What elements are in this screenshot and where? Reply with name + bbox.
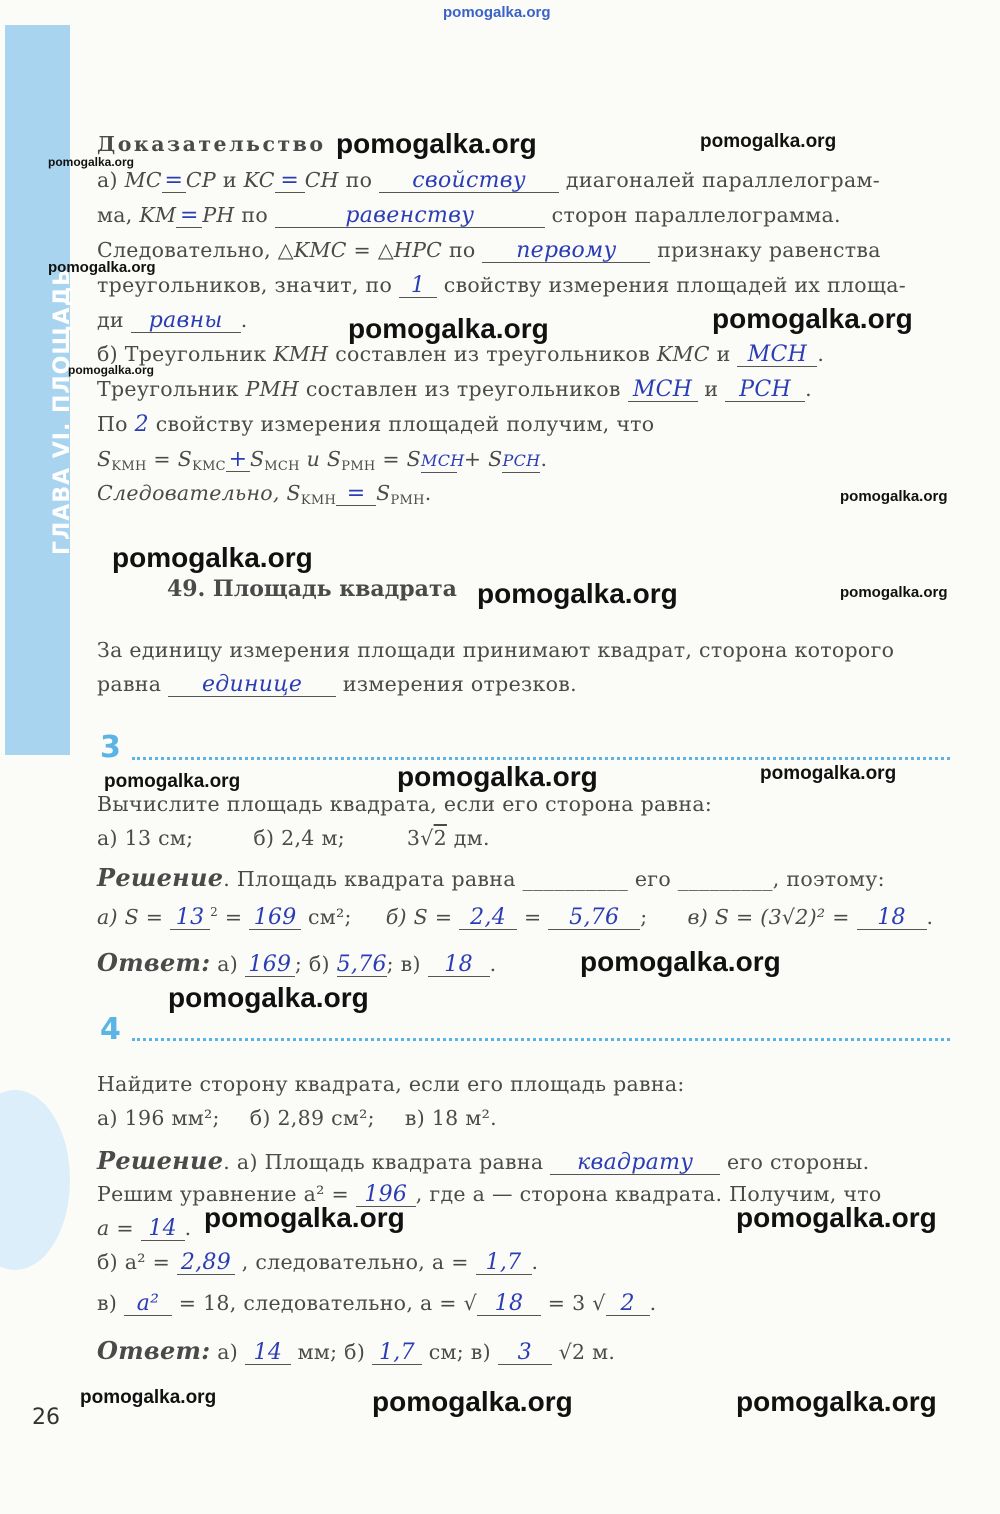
watermark: pomogalka.org (760, 763, 897, 784)
proof-line-a4: треугольников, значит, по 1 свойству измерения площадей их площа- (97, 273, 907, 298)
watermark: pomogalka.org (477, 578, 678, 609)
task3-calc: а) S = 13 $^2$ = 169 см²; б) S = 2,4 = 5,76 ; в) S = (3√2)² = 18 . (97, 905, 934, 930)
watermark: pomogalka.org (68, 363, 155, 377)
watermark: pomogalka.org (840, 488, 948, 505)
watermark: pomogalka.org (840, 584, 948, 601)
task4-solution-line4: б) a² = 2,89 , следовательно, a = 1,7 . (97, 1250, 539, 1275)
proof-line-b3: По 2 свойству измерения площадей получим, что (97, 412, 655, 437)
watermark: pomogalka.org (204, 1202, 405, 1233)
watermark: pomogalka.org (397, 761, 598, 792)
watermark: pomogalka.org (104, 771, 241, 792)
proof-line-b4: $S_{KMH} = S_{KMC} + S_{MCH}$ и $S_{PMH}$ = SMCH + SPCH. (97, 447, 548, 474)
watermark: pomogalka.org (712, 303, 913, 334)
proof-line-a2: ма, KM = PH по равенству сторон параллелограмма. (97, 203, 841, 228)
watermark: pomogalka.org (348, 313, 549, 344)
chapter-title: ГЛАВА VI. ПЛОЩАДЬ (50, 268, 75, 555)
section-title: 49. Площадь квадрата (167, 576, 457, 602)
task4-solution-line3: a = 14 . (97, 1216, 192, 1241)
watermark: pomogalka.org (168, 982, 369, 1013)
proof-line-b5: Следовательно, $S_{KMH} = S_{PMH}$. (97, 481, 432, 508)
task4-solution-line2: Решим уравнение a² = 196 , где a — сторона квадрата. Получим, что (97, 1182, 882, 1207)
task4-number: 4 (100, 1012, 121, 1047)
watermark: pomogalka.org (112, 542, 313, 573)
task3-options: а) 13 см; б) 2,4 м; 3√2 дм. (97, 826, 490, 850)
watermark: pomogalka.org (700, 131, 837, 152)
watermark: pomogalka.org (336, 128, 537, 159)
watermark: pomogalka.org (736, 1202, 937, 1233)
proof-line-a1: а) MC = CP и KC = CH по свойству диагоналей параллелограм- (97, 168, 880, 193)
proof-heading: Доказательство (97, 132, 326, 156)
watermark: pomogalka.org (736, 1386, 937, 1417)
watermark: pomogalka.org (580, 946, 781, 977)
task3-number: 3 (100, 730, 121, 765)
watermark: pomogalka.org (48, 155, 135, 169)
proof-line-a5: ди равны . (97, 308, 248, 333)
task4-solution-line1: Решение. а) Площадь квадрата равна квадрату его стороны. (97, 1146, 870, 1175)
proof-line-b2: Треугольник PMH составлен из треугольников MCH и PCH . (97, 377, 812, 402)
task4-answer: Ответ: а) 14 мм; б) 1,7 см; в) 3 √2 м. (97, 1336, 616, 1365)
task4-question: Найдите сторону квадрата, если его площадь равна: (97, 1072, 685, 1096)
task3-question: Вычислите площадь квадрата, если его сторона равна: (97, 792, 713, 816)
task3-answer: Ответ: а) 169 ; б) 5,76; в) 18 . (97, 948, 497, 977)
task3-divider (132, 757, 950, 760)
task4-solution-line5: в) a² = 18, следовательно, a = √ 18 = 3 √ 2 . (97, 1291, 657, 1316)
page-number: 26 (32, 1405, 60, 1430)
section49-line1: За единицу измерения площади принимают квадрат, сторона которого (97, 638, 895, 662)
section49-line2: равна единице измерения отрезков. (97, 672, 577, 697)
task4-divider (132, 1038, 950, 1041)
watermark: pomogalka.org (372, 1386, 573, 1417)
watermark: pomogalka.org (48, 259, 156, 276)
task4-options: а) 196 мм²; б) 2,89 см²; в) 18 м². (97, 1106, 497, 1130)
task3-solution: Решение. Площадь квадрата равна __________ его _________, поэтому: (97, 863, 885, 892)
proof-line-b1: б) Треугольник KMH составлен из треугольников KMC и MCH . (97, 342, 825, 367)
watermark: pomogalka.org (80, 1387, 217, 1408)
decorative-circle (0, 1090, 70, 1270)
proof-line-a3: Следовательно, △KMC = △HPC по первому признаку равенства (97, 238, 881, 263)
top-url: pomogalka.org (443, 4, 551, 21)
